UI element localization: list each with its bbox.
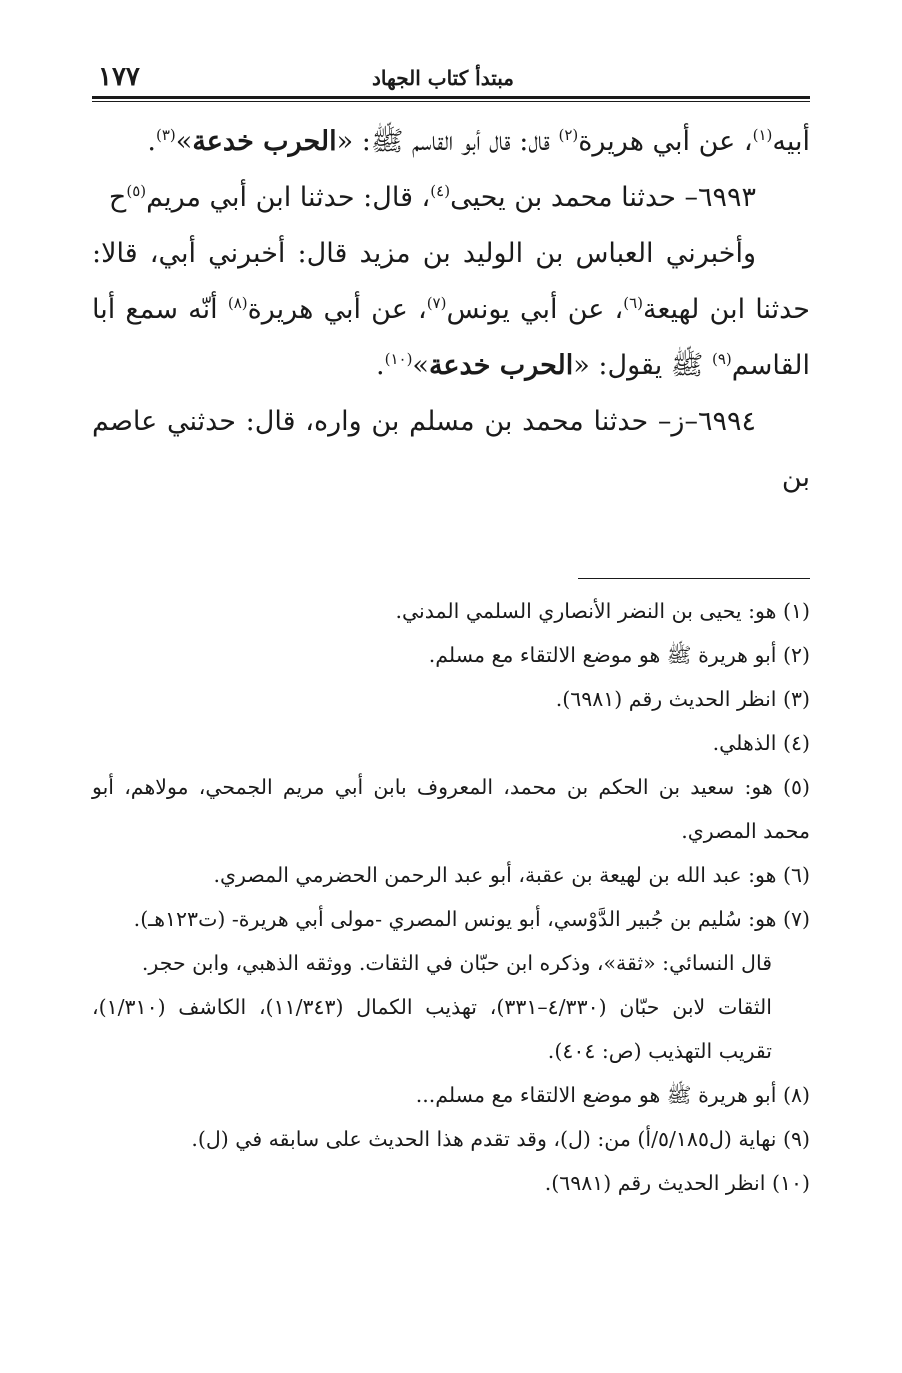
main-text xyxy=(92,114,810,506)
page-number: ١٧٧ xyxy=(98,62,140,92)
book-page xyxy=(92,62,810,1205)
footnote-ref-1: (١) xyxy=(752,126,773,144)
footnote-ref-7: (٧) xyxy=(426,294,447,312)
paragraph-4: ٦٩٩٤–ز– حدثنا محمد بن مسلم بن واره، قال: حدثني عاصم بن xyxy=(92,406,810,493)
footnote-8: (٨) أبو هريرة ﷺ هو موضع الالتقاء مع مسلم... xyxy=(415,1083,810,1107)
hadith-quote: الحرب خدعة xyxy=(192,126,337,157)
footnote-9: (٩) نهاية (ل٥/١٨٥/أ) من: (ل)، وقد تقدم هذا الحديث على سابقه في (ل). xyxy=(191,1127,810,1151)
footnote-2: (٢) أبو هريرة ﷺ هو موضع الالتقاء مع مسلم. xyxy=(428,643,810,667)
footnote-separator xyxy=(578,578,810,579)
paragraph-2: ٦٩٩٣– حدثنا محمد بن يحيى$^{(٤)}$، قال: حدثنا ابن أبي مريم$^{(٥)}$ح xyxy=(108,182,756,213)
footnote-4: (٤) الذهلي. xyxy=(712,731,810,755)
footnote-ref-5: (٥) xyxy=(126,182,147,200)
footnote-10: (١٠) انظر الحديث رقم (٦٩٨١). xyxy=(544,1171,810,1195)
footnote-ref-10: (١٠) xyxy=(384,350,413,368)
header-rule xyxy=(92,96,810,102)
footnote-ref-4: (٤) xyxy=(430,182,451,200)
footnote-ref-3: (٣) xyxy=(156,126,176,144)
hadith-quote: الحرب خدعة xyxy=(428,350,574,381)
footnotes xyxy=(92,589,810,1205)
page-header xyxy=(92,62,810,92)
footnote-ref-6: (٦) xyxy=(623,294,644,312)
running-title: مبتدأ كتاب الجهاد xyxy=(372,66,515,90)
footnote-ref-9: (٩) xyxy=(712,350,732,368)
footnote-7-nasai: قال النسائي: «ثقة»، وذكره ابن حبّان في الثقات. ووثقه الذهبي، وابن حجر. xyxy=(141,951,772,975)
footnote-7-sources: الثقات لابن حبّان (٤/٣٣٠–٣٣١)، تهذيب الكمال (١١/٣٤٣)، الكاشف (١/٣١٠)، تقريب التهذيب (ص: ٤٠٤). xyxy=(92,995,772,1063)
footnote-ref-2: (٢) xyxy=(558,126,579,144)
footnote-ref-8: (٨) xyxy=(227,294,248,312)
footnote-6: (٦) هو: عبد الله بن لهيعة بن عقبة، أبو عبد الرحمن الحضرمي المصري. xyxy=(213,863,810,887)
paragraph-3: وأخبرني العباس بن الوليد بن مزيد قال: أخبرني أبي، قالا: حدثنا ابن لهيعة$^{(٦)}$، عن أبي يونس$^{(٧)}$، عن أبي هريرة$^{(٨)}$ أنّه سمع أبا القاسم$^{(٩)}$ ﷺ يقول: «الحرب خدعة»$^{(١٠)}$. xyxy=(92,238,810,381)
footnote-3: (٣) انظر الحديث رقم (٦٩٨١). xyxy=(555,687,810,711)
footnote-5: (٥) هو: سعيد بن الحكم بن محمد، المعروف بابن أبي مريم الجمحي، مولاهم، أبو محمد المصري. xyxy=(92,775,810,843)
paragraph-1: أبيه$^{(١)}$، عن أبي هريرة$^{(٢)}$ قال: قال أبو القاسم ﷺ: «الحرب خدعة»$^{(٣)}$. xyxy=(147,126,810,157)
footnote-7: (٧) هو: سُليم بن جُبير الدَّوْسي، أبو يونس المصري -مولى أبي هريرة- (ت١٢٣هـ). xyxy=(133,907,810,931)
footnote-1: (١) هو: يحيى بن النضر الأنصاري السلمي المدني. xyxy=(395,599,810,623)
